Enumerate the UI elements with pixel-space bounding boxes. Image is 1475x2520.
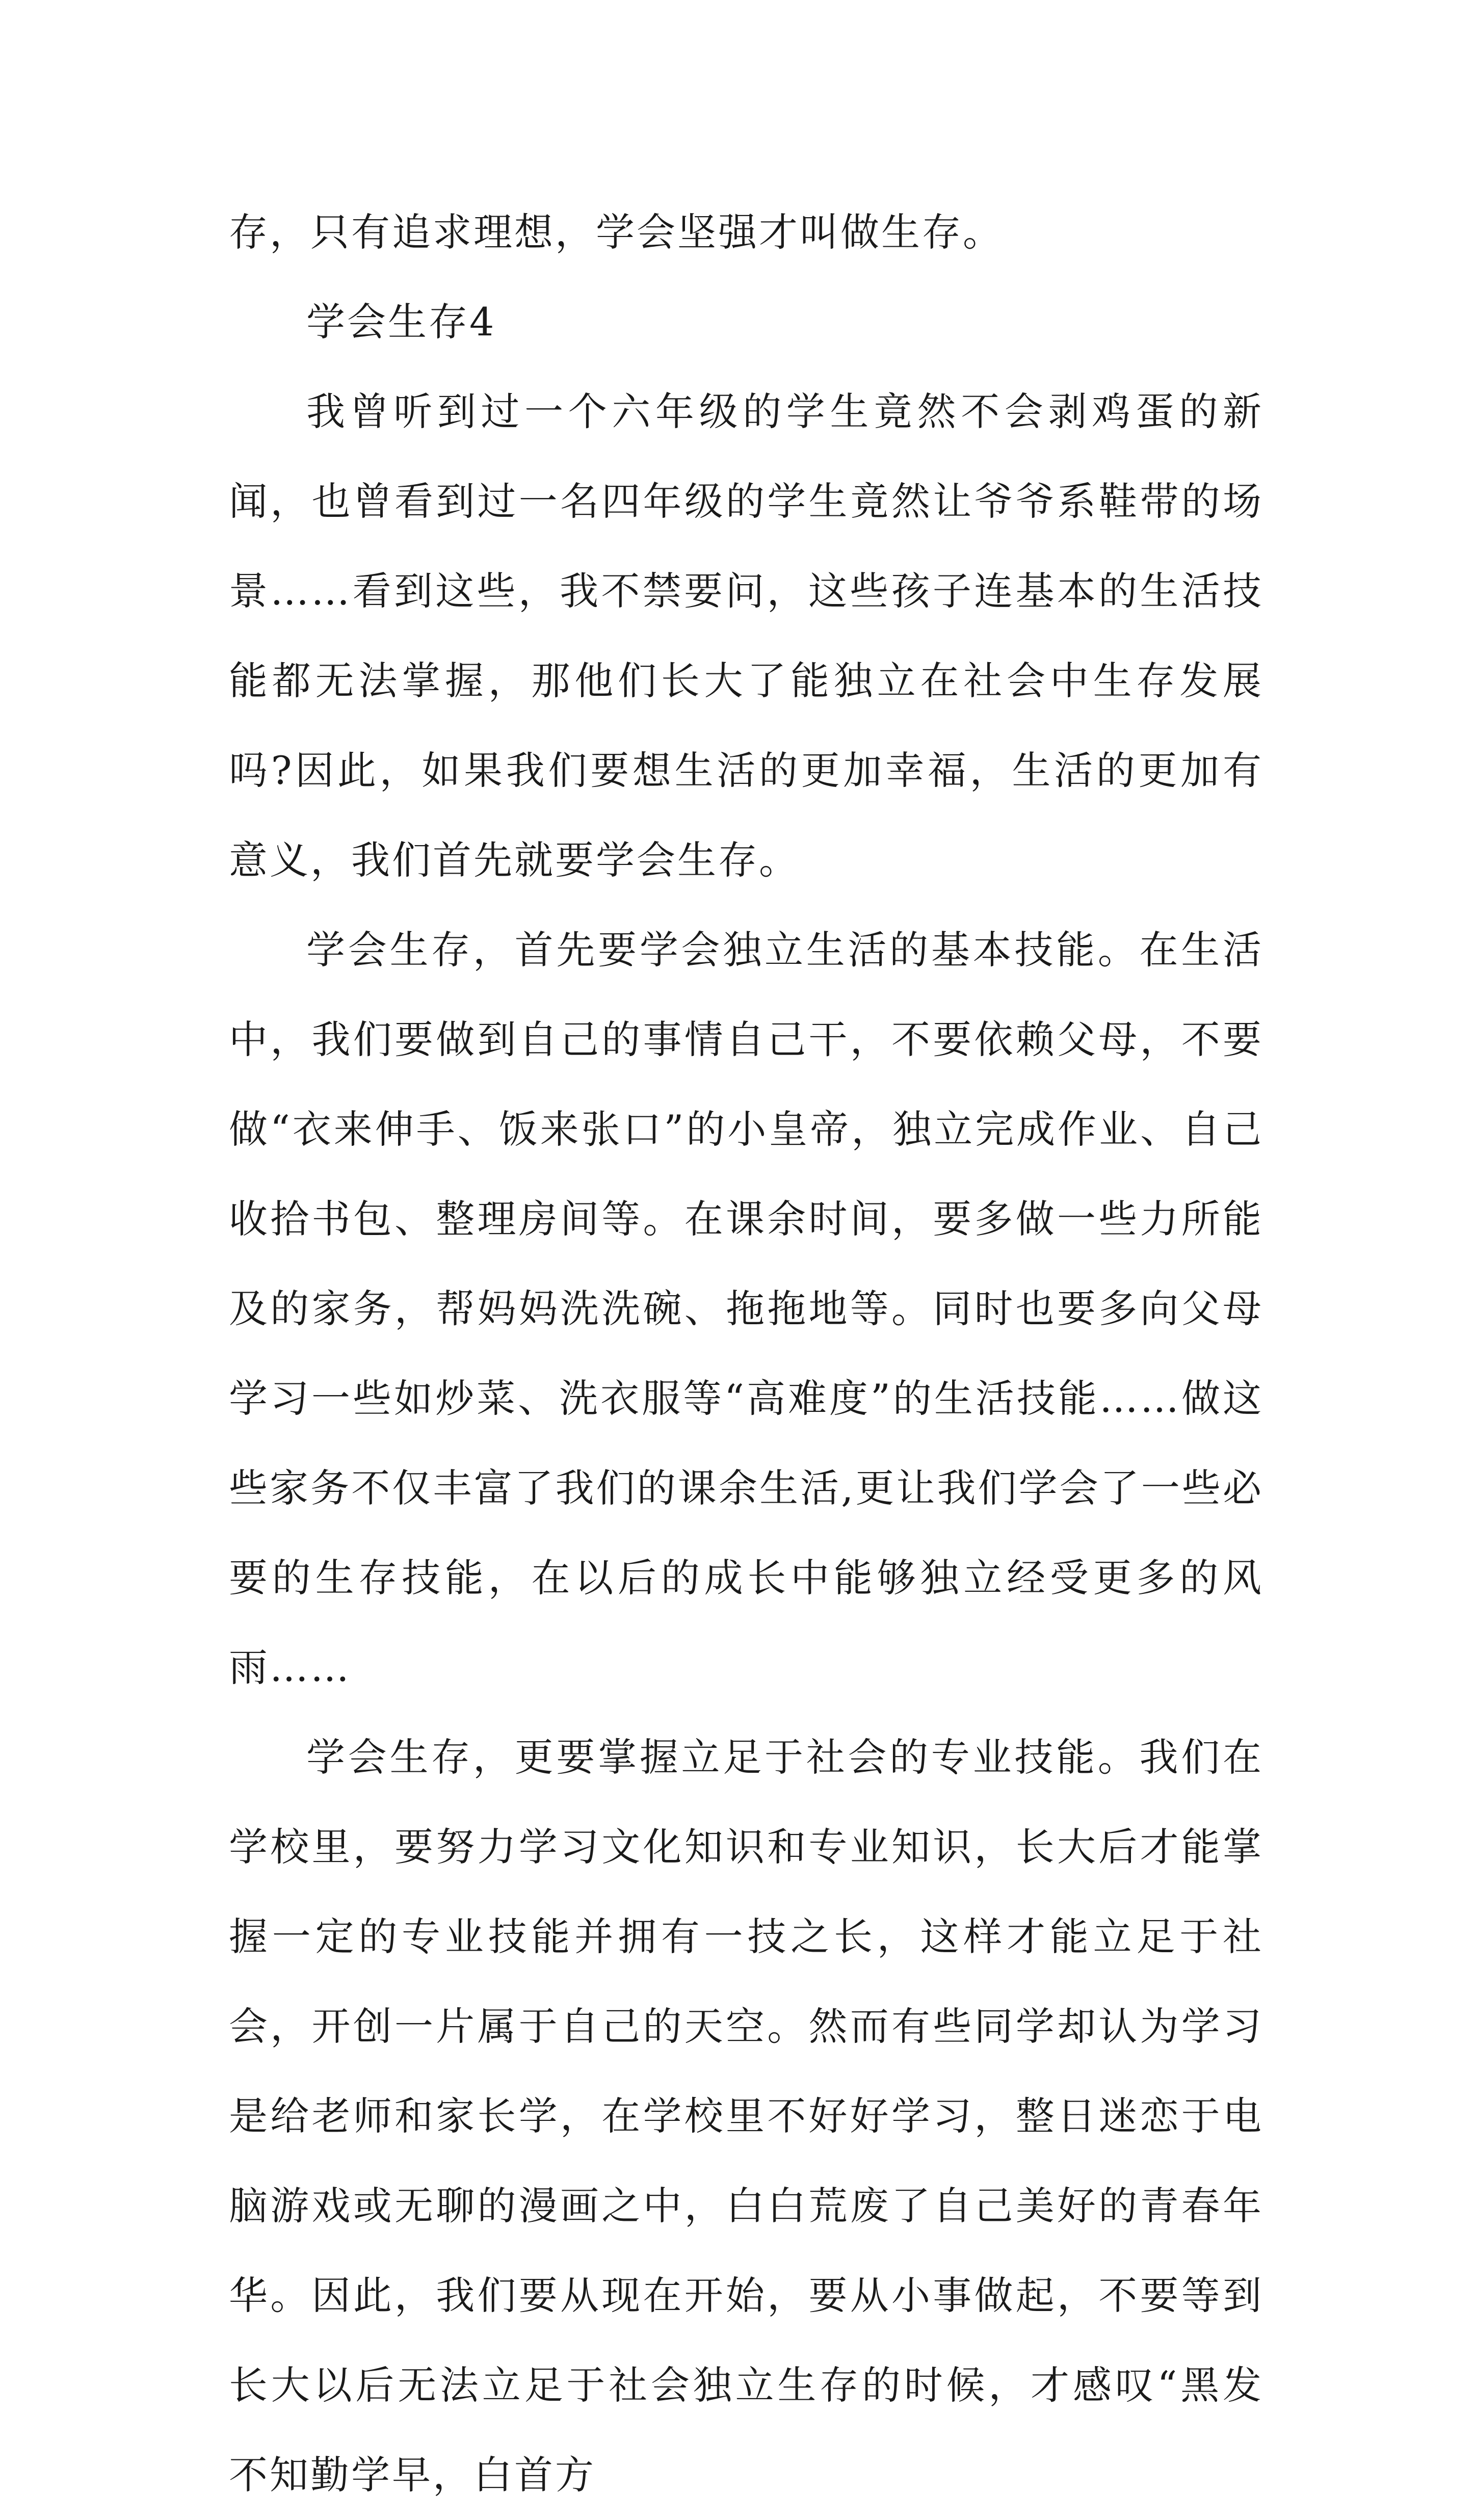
paragraph-life-skills: 学会生存，首先要学会独立生活的基本技能。在生活中，我们要做到自己的事情自己干，不要依赖父母，不要做“衣来伸手、饭来张口”的小皇帝，独立完成作业、自己收拾书包、整理房间等。在课余时间，要多做一些力所能及的家务，帮妈妈洗洗碗、拖拖地等。同时也要多向父母学习一些如炒菜、洗衣服等“高难度”的生活技能……做这些家务不仅丰富了我们的课余生活,更让我们学会了一些必要的生存技能，在以后的成长中能够独立经受更多的风雨…… — [229, 927, 1263, 1690]
document-body — [229, 188, 1263, 2520]
paragraph-continuation: 存，只有追求理想，学会坚强才叫做生存。 — [229, 209, 1004, 255]
paragraph-intro: 我曾听到过一个六年级的学生竟然不会剥鸡蛋的新闻，也曾看到过一名四年级的学生竟然让爷爷系鞋带的场景……看到这些，我不禁要问，这些孩子连基本的生活技能都无法掌握，那他们长大了能独立在社会中生存发展吗?因此，如果我们要想生活的更加幸福，生活的更加有意义，我们首先就要学会生存。 — [229, 389, 1263, 883]
paragraph-professional-skills: 学会生存，更要掌握立足于社会的专业技能。我们在学校里，要努力学习文化知识和专业知识，长大后才能掌握一定的专业技能并拥有一技之长，这样才能立足于社会，开创一片属于自己的天空。然而有些同学却认为学习是给老师和家长学，在学校里不好好学习，整日迷恋于电脑游戏或无聊的漫画之中，白白荒废了自己美好的青春年华。因此，我们要从现在开始，要从小事做起，不要等到长大以后无法立足于社会独立生存的时候，才感叹“黑发不知勤学早，白首方 — [229, 1735, 1263, 2498]
section-heading: 学会生存4 — [306, 299, 496, 345]
